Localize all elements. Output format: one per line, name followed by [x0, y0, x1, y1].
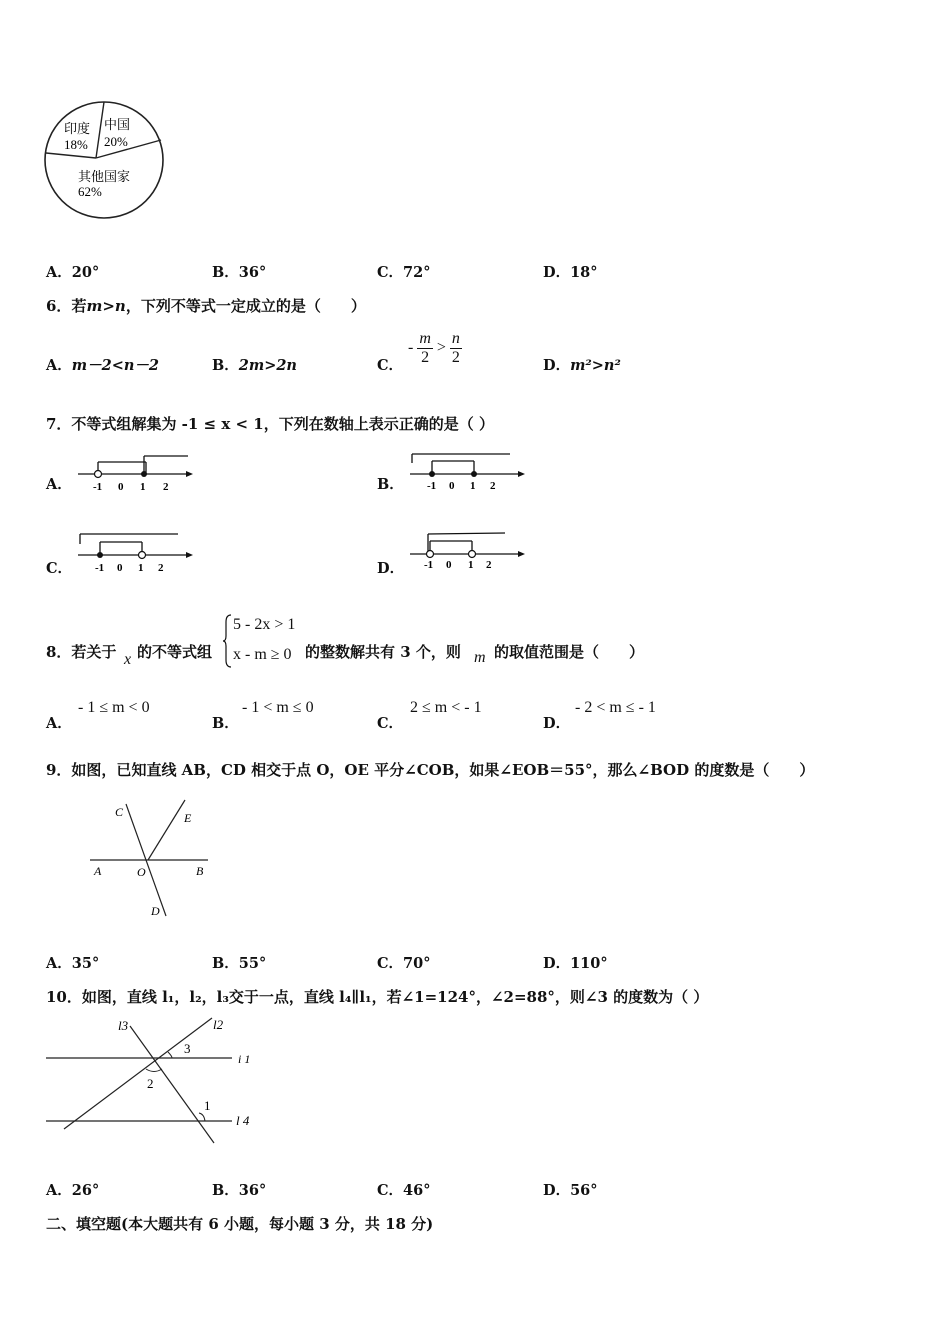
tick-label: -1: [95, 562, 105, 574]
option-label: A．: [46, 264, 72, 281]
line-l2: [64, 1018, 212, 1129]
label-c: C: [115, 805, 124, 819]
line-l3: [130, 1026, 214, 1143]
q8-option-c-value: 2 ≤ m < - 1: [410, 699, 482, 716]
label-l4: l 4: [236, 1113, 250, 1128]
option-value: 72°: [403, 264, 431, 281]
tick-label: 1: [468, 559, 474, 571]
q10-option-b: [212, 1179, 266, 1200]
option-label: A．: [46, 1182, 72, 1199]
option-value: 56°: [570, 1182, 598, 1199]
option-value: 36°: [238, 264, 267, 281]
q7-stem: 7．不等式组解集为 -1 ≤ x < 1，下列在数轴上表示正确的是（ ）: [46, 415, 494, 433]
tick-label: 0: [118, 481, 124, 493]
q8-stem-part4: 的取值范围是（ ）: [494, 643, 645, 661]
q10-option-a: [46, 1179, 99, 1200]
option-value: m²>n²: [570, 357, 621, 374]
pie-label-india: 印度: [64, 121, 91, 136]
option-value: 110°: [570, 955, 608, 972]
q8-option-b-value: - 1 < m ≤ 0: [242, 699, 314, 716]
q8-system-line-2: x - m ≥ 0: [233, 646, 292, 663]
option-label: B．: [212, 1182, 239, 1199]
q7-option-b-label: B．: [377, 476, 404, 493]
q6-option-d: [543, 354, 621, 375]
option-label: B．: [212, 955, 239, 972]
q9-option-d: [543, 952, 608, 973]
label-o: O: [137, 865, 146, 879]
label-l1: i 1: [238, 1052, 251, 1066]
greater-than-sign: >: [436, 339, 446, 357]
filled-point-1: [141, 471, 147, 477]
q8-system-line-1: 5 - 2x > 1: [233, 616, 296, 633]
option-value: 70°: [403, 955, 431, 972]
pie-percent-china: 20%: [104, 134, 128, 149]
q5-option-c: [377, 261, 430, 282]
stem-text: ，下列不等式一定成立的是（ ）: [125, 297, 366, 315]
tick-label: 0: [446, 559, 452, 571]
fraction-n-over-2: [450, 330, 462, 366]
q7-number-line-c: [78, 530, 193, 576]
pie-divider-india-china: [96, 102, 104, 158]
q7-option-d-label: D．: [377, 560, 405, 577]
label-l2: l2: [213, 1017, 224, 1032]
label-angle-2: 2: [147, 1076, 154, 1091]
option-value: 26°: [71, 1182, 100, 1199]
option-value: 18°: [570, 264, 598, 281]
option-value: 55°: [238, 955, 267, 972]
q9-figure: [86, 796, 214, 922]
fraction-m-over-2: [417, 330, 433, 366]
q8-option-c-label: C．: [377, 715, 404, 732]
q10-option-d: [543, 1179, 598, 1200]
minus-sign: -: [408, 339, 414, 357]
tick-label: -1: [427, 480, 437, 492]
q8-stem-part1: 8．若关于: [46, 643, 117, 661]
q7-number-line-b: [410, 449, 525, 495]
q7-option-c-label: C．: [46, 560, 73, 577]
tick-label: -1: [93, 481, 103, 493]
q8-stem-part3: 的整数解共有 3 个，则: [305, 643, 461, 661]
q8-option-b-label: B．: [212, 715, 239, 732]
option-label: D．: [543, 1182, 571, 1199]
q5-option-a: [46, 261, 99, 282]
q8-option-a-value: - 1 ≤ m < 0: [78, 699, 150, 716]
q8-stem-part2: 的不等式组: [137, 643, 213, 661]
pie-chart-figure: [40, 98, 170, 224]
option-value: 2m>2n: [238, 357, 297, 374]
section-2-title: 二、填空题(本大题共有 6 小题，每小题 3 分，共 18 分): [46, 1215, 434, 1233]
option-value: 46°: [403, 1182, 431, 1199]
pie-label-other: 其他国家: [78, 169, 131, 184]
angle-1-arc: [199, 1113, 205, 1121]
filled-point-minus-1: [429, 471, 435, 477]
angle-3-arc: [168, 1052, 172, 1058]
filled-point-1: [471, 471, 477, 477]
open-point-minus-1: [427, 551, 434, 558]
q6-option-a: [46, 354, 159, 375]
option-label: D．: [543, 357, 571, 374]
option-label: C．: [377, 357, 404, 374]
q6-option-c-expression: [408, 330, 462, 366]
tick-label: 2: [158, 562, 164, 574]
label-l3: l3: [118, 1018, 129, 1033]
q8-var-m: m: [474, 649, 486, 666]
q7-number-line-d: [410, 528, 525, 574]
pie-percent-other: 62%: [78, 184, 102, 199]
pie-label-china: 中国: [104, 117, 131, 132]
angle-2-arc: [146, 1069, 162, 1072]
tick-label: 2: [486, 559, 492, 571]
tick-label: 1: [470, 480, 476, 492]
open-point-1: [139, 552, 146, 559]
label-angle-3: 3: [184, 1041, 191, 1056]
option-label: D．: [543, 264, 571, 281]
ray-oe: [148, 800, 185, 860]
option-value: 36°: [238, 1182, 267, 1199]
option-label: D．: [543, 955, 571, 972]
q8-option-d-label: D．: [543, 715, 571, 732]
q9-option-a: [46, 952, 99, 973]
pie-divider-india-other: [46, 153, 96, 158]
label-angle-1: 1: [204, 1098, 211, 1113]
q7-option-a-label: A．: [46, 476, 72, 493]
numerator: n: [451, 330, 460, 347]
option-label: C．: [377, 264, 404, 281]
tick-label: 1: [140, 481, 146, 493]
q7-number-line-a: [78, 450, 193, 496]
q10-option-c: [377, 1179, 430, 1200]
denominator: 2: [421, 348, 430, 366]
option-label: C．: [377, 1182, 404, 1199]
filled-point-minus-1: [97, 552, 103, 558]
open-point-minus-1: [95, 471, 102, 478]
stem-text: 若: [71, 297, 87, 315]
option-label: A．: [46, 955, 72, 972]
option-label: A．: [46, 357, 72, 374]
denominator: 2: [451, 348, 460, 366]
q9-stem: 9．如图，已知直线 AB，CD 相交于点 O，OE 平分∠COB，如果∠EOB＝55°，那么∠BOD 的度数是（ ）: [46, 761, 815, 779]
q8-option-d-value: - 2 < m ≤ - 1: [575, 699, 656, 716]
open-point-1: [469, 551, 476, 558]
numerator: m: [419, 330, 431, 347]
question-number: 6．: [46, 297, 72, 315]
option-label: B．: [212, 264, 239, 281]
label-a: A: [94, 864, 102, 878]
tick-label: 0: [449, 480, 455, 492]
pie-percent-india: 18%: [64, 137, 88, 152]
stem-condition: m>n: [86, 297, 126, 315]
option-value: 20°: [71, 264, 100, 281]
q6-option-b: [212, 354, 297, 375]
q10-stem: 10．如图，直线 l₁，l₂，l₃交于一点，直线 l₄∥l₁，若∠1=124°，∠2=88°，则∠3 的度数为（ ）: [46, 988, 709, 1006]
tick-label: 2: [163, 481, 169, 493]
q10-figure: [42, 1012, 262, 1150]
option-label: B．: [212, 357, 239, 374]
label-d: D: [151, 904, 160, 918]
q5-option-d: [543, 261, 598, 282]
option-label: C．: [377, 955, 404, 972]
tick-label: 1: [138, 562, 144, 574]
q8-system-brace: [222, 614, 232, 668]
q6-stem: [46, 295, 366, 316]
tick-label: -1: [424, 559, 434, 571]
q9-option-b: [212, 952, 266, 973]
tick-label: 0: [117, 562, 123, 574]
q8-var-x: x: [124, 651, 132, 668]
q9-option-c: [377, 952, 430, 973]
tick-label: 2: [490, 480, 496, 492]
q5-option-b: [212, 261, 266, 282]
q8-option-a-label: A．: [46, 715, 72, 732]
q6-option-c: [377, 354, 403, 375]
label-b: B: [196, 864, 204, 878]
label-e: E: [184, 811, 192, 825]
option-value: 35°: [71, 955, 100, 972]
option-value: m－2<n－2: [71, 357, 159, 374]
